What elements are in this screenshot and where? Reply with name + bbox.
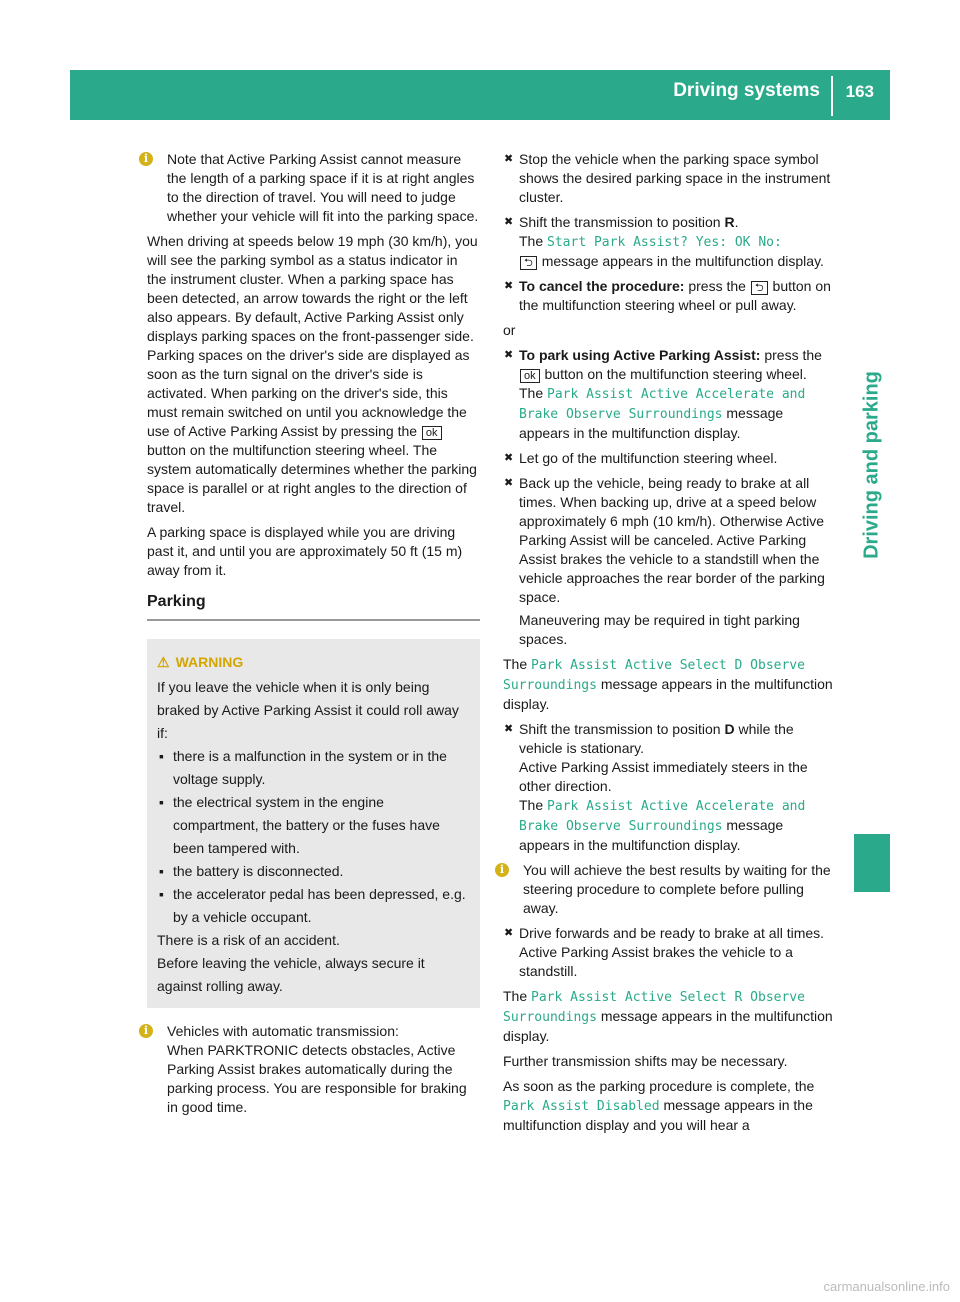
display-message: Park Assist Active Accelerate and Brake Observe Surroundings [519, 799, 806, 834]
side-chapter-marker [854, 834, 890, 892]
list-item: ▪ the accelerator pedal has been depressed, e.g. by a vehicle occupant. [157, 883, 470, 929]
step-arrow-icon: ✖ [504, 153, 514, 165]
step-item: ✖ Stop the vehicle when the parking space symbol shows the desired parking space in the instrument cluster. [504, 151, 831, 205]
list-item: ▪ the electrical system in the engine compartment, the battery or the fuses have been tampered with. [157, 791, 470, 860]
paragraph: Further transmission shifts may be necessary. [503, 1053, 788, 1069]
step-arrow-icon: ✖ [504, 216, 514, 228]
step-item: ✖ Let go of the multifunction steering wheel. [504, 450, 778, 466]
step-arrow-icon: ✖ [504, 723, 514, 735]
right-column [499, 150, 833, 1141]
display-message: Park Assist Active Select R Observe Surroundings [503, 990, 805, 1025]
side-chapter-label [854, 310, 890, 620]
info-note: i You will achieve the best results by waiting for the steering procedure to complete before pulling away. [503, 861, 833, 918]
section-heading: Parking [147, 592, 480, 621]
step-arrow-icon: ✖ [504, 927, 514, 939]
step-note: Maneuvering may be required in tight parking spaces. [519, 612, 800, 647]
page-section-title: Driving systems [673, 80, 820, 101]
paragraph: A parking space is displayed while you are driving past it, and until you are approximately 50 ft (15 m) away from it. [147, 524, 463, 578]
warning-triangle-icon: ⚠ [157, 654, 170, 670]
left-column [143, 150, 480, 1123]
warning-risk: There is a risk of an accident. [157, 932, 340, 948]
info-icon: i [139, 1024, 153, 1038]
display-message: Start Park Assist? Yes: OK No: [547, 235, 782, 250]
display-message: Park Assist Disabled [503, 1099, 660, 1114]
header-bar [70, 70, 890, 120]
page-number: 163 [845, 82, 874, 101]
step-item: ✖ To park using Active Parking Assist: press the ok button on the multifunction steering wheel. The Park Assist Active Accelerate and Brake Observe Surroundings message appears in the multifunction display. [504, 347, 822, 441]
info-icon: i [139, 152, 153, 166]
display-message: Park Assist Active Select D Observe Surroundings [503, 658, 805, 693]
warning-advice: Before leaving the vehicle, always secure it against rolling away. [157, 955, 425, 994]
info-note: i Vehicles with automatic transmission: When PARKTRONIC detects obstacles, Active Parking Assist brakes automatically during the parking process. You are responsible for braking in good time. [147, 1022, 480, 1117]
list-item: ▪ the battery is disconnected. [157, 860, 470, 883]
step-item: ✖ To cancel the procedure: press the ⮌ button on the multifunction steering wheel or pull away. [504, 278, 831, 313]
paragraph: or [503, 322, 516, 338]
step-arrow-icon: ✖ [504, 280, 514, 292]
display-message: Park Assist Active Accelerate and Brake Observe Surroundings [519, 387, 806, 422]
step-item: ✖ Shift the transmission to position D while the vehicle is stationary. Active Parking Assist immediately steers in the other direction. The Park Assist Active Accelerate and Brake Observe Surroundings message appears in the multifunction display. [504, 721, 808, 853]
info-note: i Note that Active Parking Assist cannot measure the length of a parking space if it is at right angles to the direction of travel. You will need to judge whether your vehicle will fit into the parking space. [147, 150, 480, 226]
step-arrow-icon: ✖ [504, 349, 514, 361]
warning-box [147, 639, 480, 1008]
header-divider [831, 76, 833, 116]
step-arrow-icon: ✖ [504, 452, 514, 464]
step-arrow-icon: ✖ [504, 477, 514, 489]
side-chapter-text: Driving and parking [860, 371, 883, 559]
paragraph: As soon as the parking procedure is complete, the Park Assist Disabled message appears in the multifunction display and you will hear a [503, 1078, 815, 1133]
watermark-link[interactable]: carmanualsonline.info [823, 1279, 950, 1294]
step-item: ✖ Back up the vehicle, being ready to brake at all times. When backing up, drive at a speed below approximately 6 mph (10 km/h). Otherwise Active Parking Assist will be canceled. Active Parking Assist brakes the vehicle to a standstill when the vehicle approaches the rear border of the parking space. Maneuvering may be required in tight parking spaces. [503, 474, 833, 649]
paragraph: The Park Assist Active Select R Observe Surroundings message appears in the multifunction display. [503, 988, 833, 1044]
ok-button-icon: ok [520, 369, 540, 383]
paragraph: When driving at speeds below 19 mph (30 km/h), you will see the parking symbol as a status indicator in the instrument cluster. When a parking space has been detected, an arrow towards the right or the left also appears. By default, Active Parking Assist only displays parking spaces on the front-passenger side. Parking spaces on the driver's side are displayed as soon as the turn signal on the driver's side is activated. When parking on the driver's side, this must remain switched on until you acknowledge the use of Active Parking Assist by pressing the ok button on the multifunction steering wheel. The system automatically determines whether the parking space is parallel or at right angles to the direction of travel. [147, 233, 478, 515]
ok-button-icon: ok [422, 426, 442, 440]
warning-heading: ⚠ WARNING [157, 654, 244, 670]
back-button-icon: ⮌ [520, 256, 537, 270]
back-button-icon: ⮌ [751, 281, 768, 295]
warning-intro: If you leave the vehicle when it is only being braked by Active Parking Assist it could roll away if: [157, 679, 459, 741]
step-item: ✖ Drive forwards and be ready to brake at all times. Active Parking Assist brakes the vehicle to a standstill. [504, 925, 825, 979]
paragraph: The Park Assist Active Select D Observe Surroundings message appears in the multifunction display. [503, 656, 833, 712]
list-item: ▪ there is a malfunction in the system or in the voltage supply. [157, 745, 470, 791]
info-icon: i [495, 863, 509, 877]
step-item: ✖ Shift the transmission to position R. The Start Park Assist? Yes: OK No: ⮌ message appears in the multifunction display. [504, 214, 824, 269]
